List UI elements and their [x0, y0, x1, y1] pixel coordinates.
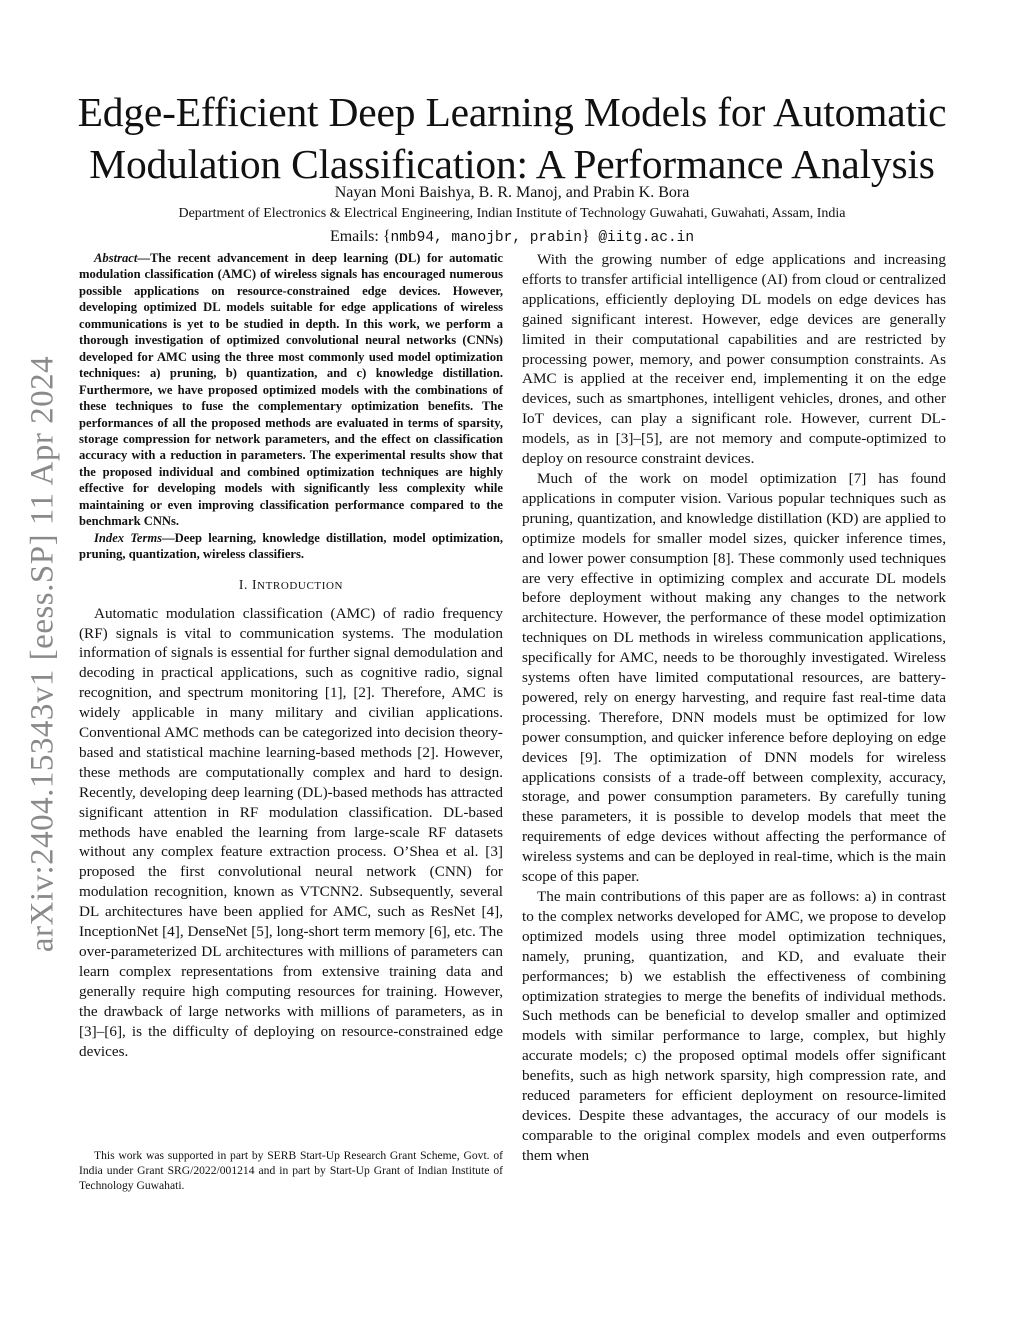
- left-column: [79, 250, 503, 1061]
- abstract-lead: Abstract: [94, 251, 138, 265]
- section-first-letter: I: [251, 576, 258, 592]
- abstract-text: —The recent advancement in deep learning (DL) for automatic modulation classification (AMC) of wireless signals has encouraged numerous possible applications on resource-constrained edge devices. However, developing optimized DL models suitable for edge applications of wireless communications is yet to be studied in depth. In this work, we perform a thorough investigation of optimized convolutional neural networks (CNNs) developed for AMC using the three most commonly used model optimization techniques: a) pruning, b) quantization, and c) knowledge distillation. Furthermore, we have proposed optimized models with the combinations of these techniques to fuse the complementary optimization benefits. The performances of all the proposed methods are evaluated in terms of sparsity, storage compression for network parameters, and the effect on classification accuracy with a reduction in parameters. The experimental results show that the proposed individual and combined optimization techniques are highly effective for developing models with significantly less complexity while maintaining or even improving classification performance compared to the benchmark CNNs.: [79, 251, 503, 529]
- title-line-1: Edge-Efficient Deep Learning Models for Automatic: [77, 89, 947, 135]
- emails-close-brace: }: [581, 228, 590, 245]
- author-list: Nayan Moni Baishya, B. R. Manoj, and Prabin K. Bora: [334, 184, 690, 201]
- title-line-2: Modulation Classification: A Performance Analysis: [89, 141, 935, 187]
- section-title-rest: NTRODUCTION: [257, 579, 344, 592]
- section-heading-introduction: [79, 577, 503, 594]
- intro-paragraph-4: The main contributions of this paper are as follows: a) in contrast to the complex networks developed for AMC, we propose to develop optimized models using three model optimization techniques, namely, pruning, quantization, and KD, and evaluate their performances; b) we establish the effectiveness of combining optimization strategies to merge the benefits of individual methods. Such methods can be beneficial to develop smaller and optimized models with similar performance to large, complex, but highly accurate models; c) the proposed optimal models offer significant benefits, such as high network sparsity, high compression rate, and reduced parameters for efficient deployment on resource-limited devices. Despite these advantages, the accuracy of our models is comparable to the original complex models and even outperforms them when: [522, 888, 946, 1164]
- funding-footnote: This work was supported in part by SERB Start-Up Research Grant Scheme, Govt. of India under Grant SRG/2022/001214 and in part by Start-Up Grant of Indian Institute of Technology Guwahati.: [79, 1149, 503, 1192]
- email-line: [60, 227, 964, 248]
- right-column: [522, 250, 946, 1166]
- emails-open-brace: {: [382, 228, 391, 245]
- abstract: [79, 250, 503, 530]
- emails-label: Emails:: [329, 228, 383, 245]
- affiliation: Department of Electronics & Electrical Engineering, Indian Institute of Technology Guwahati, Guwahati, Assam, India: [178, 206, 846, 221]
- paper-title: [60, 86, 964, 190]
- index-terms-lead: Index Terms: [94, 530, 163, 545]
- intro-paragraph-3: Much of the work on model optimization [7] has found applications in computer vision. Various popular techniques such as pruning, quantization, and knowledge distillation (KD) are applied to optimize models for smaller model sizes, quicker inference times, and lower power consumption [8]. These commonly used techniques are very effective in optimizing complex and accurate DL models before deployment without making any changes to the network architecture. However, the performance of these model optimization techniques on DL methods in wireless communication applications, specifically for AMC, needs to be thoroughly investigated. Wireless systems often have limited computational resources, are battery-powered, rely on energy harvesting, and require fast real-time data processing. Therefore, DNN models must be optimized for low power consumption, and quicker inference before deploying on edge devices [9]. The optimization of DNN models for wireless applications consists of a trade-off between complexity, accuracy, storage, and power consumption parameters. By carefully tuning these parameters, it is possible to develop models that meet the requirements of edge devices without affecting the performance of wireless systems and can be deployed in real-time, which is the main scope of this paper.: [522, 469, 946, 886]
- intro-paragraph-1: Automatic modulation classification (AMC) of radio frequency (RF) signals is vital to communication systems. The modulation information of signals is essential for further signal demodulation and decoding in practical applications, such as cognitive radio, signal recognition, and spectrum monitoring [1], [2]. Therefore, AMC is widely applicable in many military and civilian applications. Conventional AMC methods can be categorized into decision theory-based and statistical machine learning-based methods [2]. However, these methods are computationally complex and hard to design. Recently, developing deep learning (DL)-based methods has attracted significant attention in RF modulation classification. DL-based methods have enabled the learning from large-scale RF datasets without any complex feature extraction process. O’Shea et al. [3] proposed the first convolutional neural network (CNN) for modulation recognition, known as VTCNN2. Subsequently, several DL architectures have been applied for AMC, such as ResNet [4], InceptionNet [4], DenseNet [5], long-short term memory [6], etc. The over-parameterized DL architectures with millions of parameters can learn complex representations from extensive training data and generally require high computing resources for training. However, the drawback of large networks with millions of parameters, as in [3]–[6], is the difficulty of deploying on resource-constrained edge devices.: [79, 604, 503, 1060]
- email-ids: nmb94, manojbr, prabin: [390, 230, 582, 246]
- arxiv-sidebar-stamp: [14, 344, 72, 964]
- index-terms: [79, 530, 503, 563]
- email-domain: @iitg.ac.in: [589, 230, 695, 246]
- arxiv-identifier: arXiv:2404.15343v1 [eess.SP] 11 Apr 2024: [24, 355, 61, 953]
- index-terms-text: —Deep learning, knowledge distillation, model optimization, pruning, quantization, wireless classifiers.: [79, 530, 503, 562]
- intro-paragraph-2: With the growing number of edge applications and increasing efforts to transfer artificial intelligence (AI) from cloud or centralized applications, efficiently deploying DL models on edge devices has gained significant interest. However, edge devices are generally limited in their computational capabilities and are restricted by processing power, memory, and power consumption constraints. As AMC is applied at the receiver end, implementing it on the edge devices, such as smartphones, intelligent vehicles, drones, and other IoT devices, can play a significant role. However, current DL-models, as in [3]–[5], are not memory and compute-optimized to deploy on resource constraint devices.: [522, 251, 946, 468]
- section-number: I.: [238, 576, 252, 592]
